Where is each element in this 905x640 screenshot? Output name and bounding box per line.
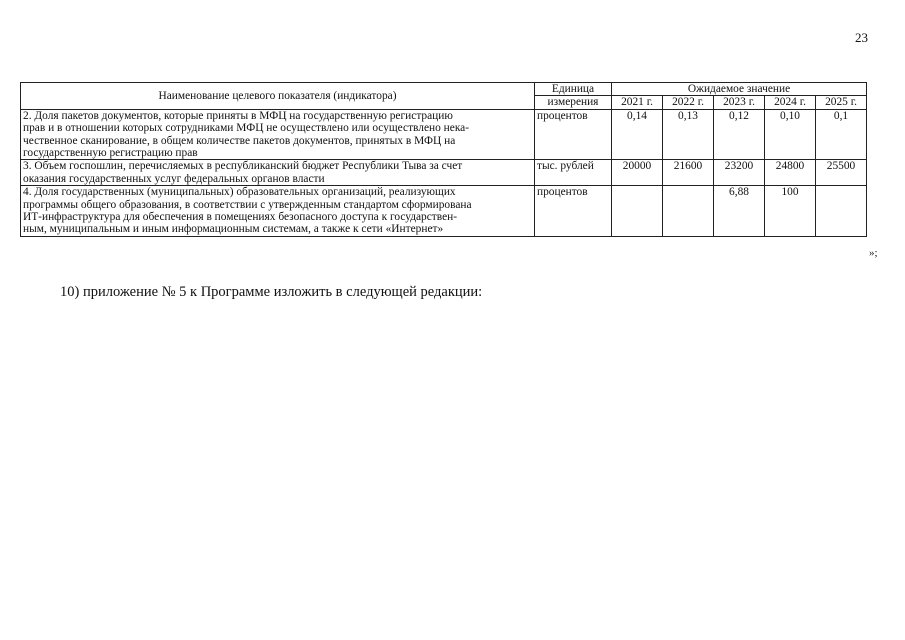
value-cell [612, 186, 663, 237]
unit-cell: тыс. рублей [535, 160, 612, 186]
table-row [21, 186, 867, 237]
indicator-name-line: оказания государственных услуг федеральных органов власти [23, 172, 325, 185]
header-year: 2022 г. [663, 96, 714, 109]
header-year: 2021 г. [612, 96, 663, 109]
header-unit-line2: измерения [535, 96, 612, 109]
unit-cell: процентов [535, 186, 612, 237]
indicator-name-cell [21, 186, 535, 237]
table-row [21, 160, 867, 186]
value-cell: 23200 [714, 160, 765, 186]
indicator-name-cell [21, 160, 535, 186]
indicator-name-line: 2. Доля пакетов документов, которые приняты в МФЦ на государственную регистрацию [23, 109, 453, 122]
indicator-name-line: прав и в отношении которых сотрудниками МФЦ не осуществлено или осуществлено нека- [23, 122, 470, 135]
indicators-table [20, 82, 867, 237]
header-year: 2024 г. [765, 96, 816, 109]
value-cell [816, 186, 867, 237]
header-indicator-name: Наименование целевого показателя (индикатора) [21, 83, 535, 110]
value-cell: 0,13 [663, 109, 714, 160]
value-cell: 0,14 [612, 109, 663, 160]
header-expected-value: Ожидаемое значение [612, 83, 867, 96]
indicator-name-line: 4. Доля государственных (муниципальных) образовательных организаций, реализующих [23, 186, 456, 199]
table-row [21, 109, 867, 160]
indicator-name-line: чественное сканирование, в общем количестве пакетов документов, принятых в МФЦ на [23, 134, 456, 147]
page-number: 23 [855, 30, 868, 45]
value-cell: 24800 [765, 160, 816, 186]
value-cell: 21600 [663, 160, 714, 186]
header-unit-line1: Единица [535, 83, 612, 96]
indicator-name-line: программы общего образования, в соответствии с утвержденным стандартом сформирована [23, 198, 472, 211]
indicator-name-cell [21, 109, 535, 160]
table-header-row [21, 83, 867, 96]
indicator-name-line: ИТ-инфраструктура для обеспечения в помещениях безопасного доступа к государствен- [23, 211, 458, 224]
closing-quote-mark: »; [869, 247, 878, 259]
value-cell: 0,10 [765, 109, 816, 160]
indicator-name-line: 3. Объем госпошлин, перечисляемых в республиканский бюджет Республики Тыва за счет [23, 160, 463, 173]
value-cell: 100 [765, 186, 816, 237]
value-cell: 6,88 [714, 186, 765, 237]
header-year: 2025 г. [816, 96, 867, 109]
unit-cell: процентов [535, 109, 612, 160]
indicator-name-line: государственную регистрацию прав [23, 147, 198, 160]
value-cell: 0,1 [816, 109, 867, 160]
value-cell: 25500 [816, 160, 867, 186]
value-cell: 20000 [612, 160, 663, 186]
indicator-name-line: ным, муниципальным и иным информационным системам, а также к сети «Интернет» [23, 223, 444, 236]
value-cell: 0,12 [714, 109, 765, 160]
header-year: 2023 г. [714, 96, 765, 109]
value-cell [663, 186, 714, 237]
amendment-paragraph: 10) приложение № 5 к Программе изложить в следующей редакции: [60, 284, 483, 300]
